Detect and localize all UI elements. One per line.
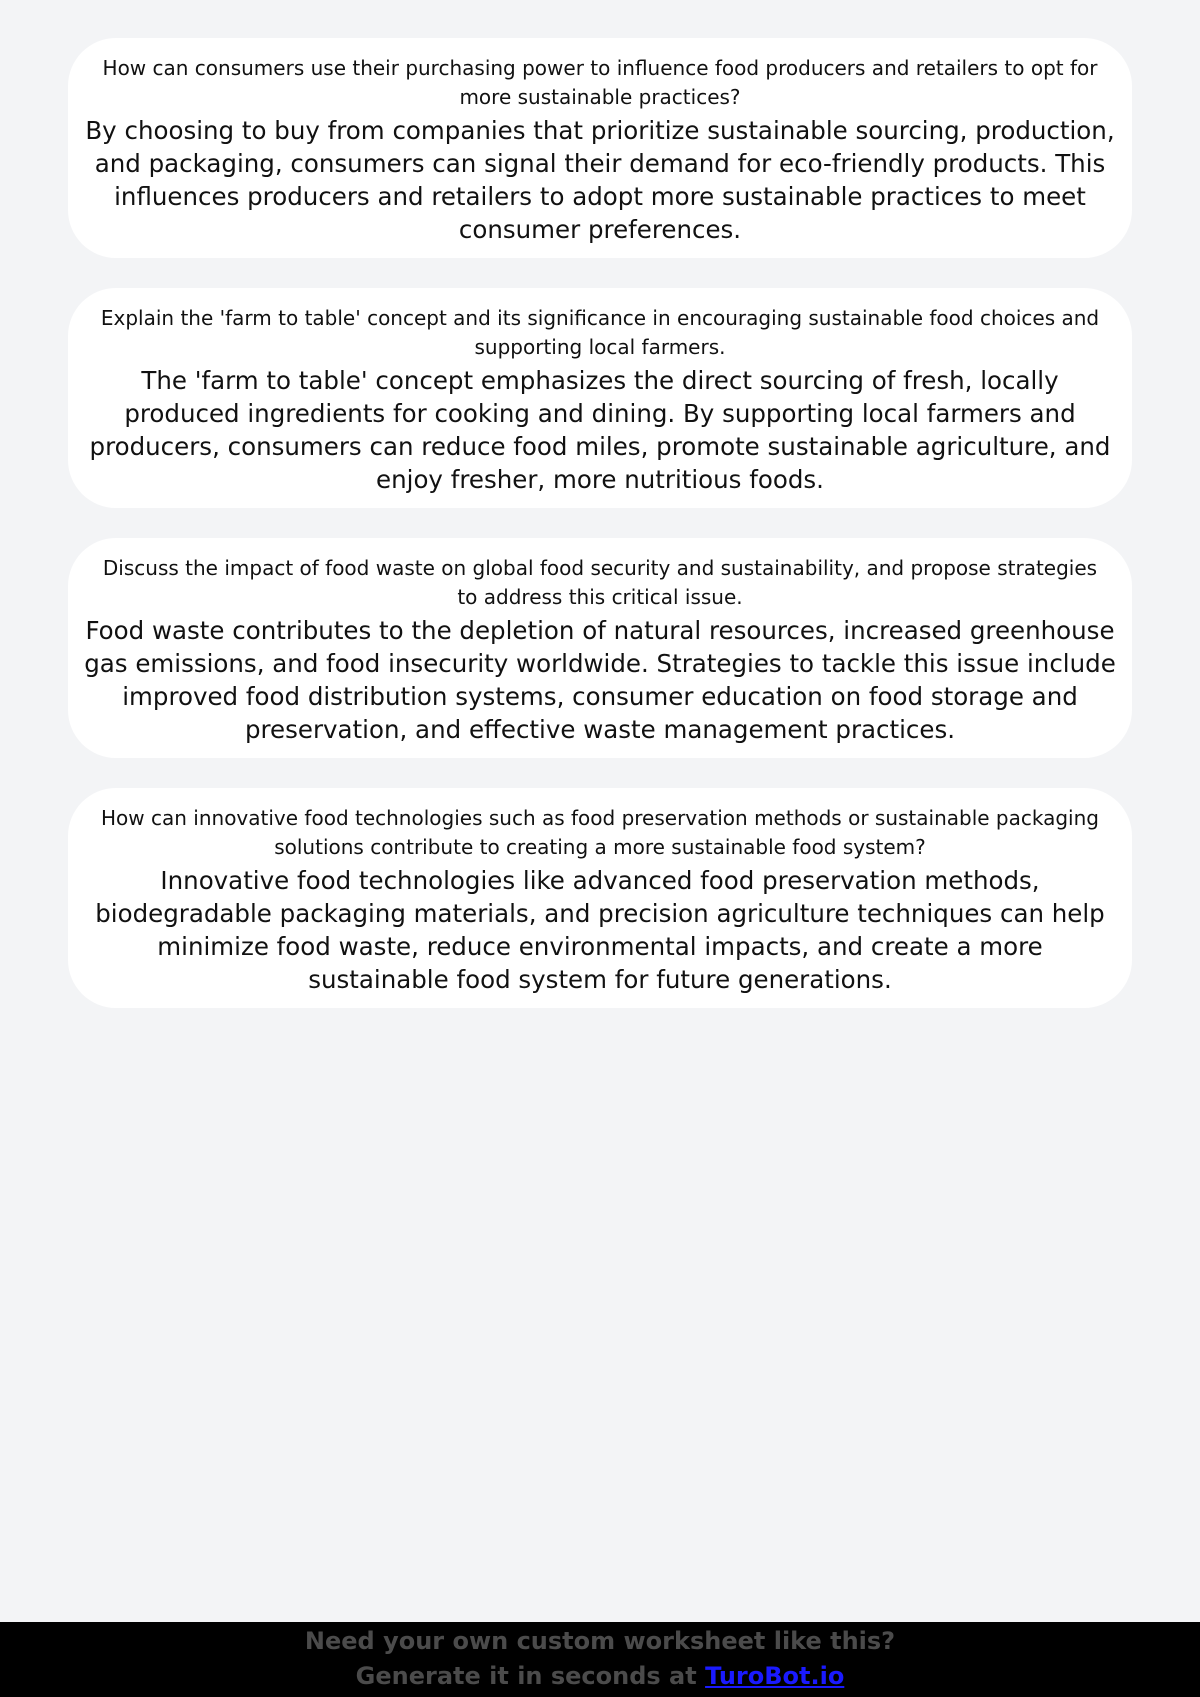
answer-text: The 'farm to table' concept emphasizes the direct sourcing of fresh, locally produced ingredients for cooking and dining. By supporting local farmers and producers, consumers can reduce food miles, promote sustainable agriculture, and enjoy fresher, more nutritious foods. (89, 366, 1111, 494)
question-text: Explain the 'farm to table' concept and its significance in encouraging sustainable food choices and supporting local farmers. (100, 306, 1100, 359)
question-text: How can consumers use their purchasing power to influence food producers and retailers to opt for more sustainable practices? (102, 56, 1098, 109)
question-text: Discuss the impact of food waste on global food security and sustainability, and propose strategies to address this critical issue. (102, 556, 1098, 609)
turobot-link[interactable]: TuroBot.io (705, 1662, 845, 1690)
answer-text: By choosing to buy from companies that prioritize sustainable sourcing, production, and packaging, consumers can signal their demand for eco-friendly products. This influences producers and retailers to adopt more sustainable practices to meet consumer preferences. (85, 116, 1115, 244)
qa-card (68, 538, 1132, 758)
answer-text: Innovative food technologies like advanced food preservation methods, biodegradable packaging materials, and precision agriculture techniques can help minimize food waste, reduce environmental impacts, and create a more sustainable food system for future generations. (95, 866, 1105, 994)
qa-card (68, 288, 1132, 508)
footer-line-2-prefix: Generate it in seconds at (355, 1662, 706, 1690)
footer-line-1: Need your own custom worksheet like this? (304, 1627, 896, 1655)
qa-card-list (68, 38, 1132, 1038)
footer-line-2 (0, 1659, 1200, 1694)
promo-footer (0, 1622, 1200, 1697)
qa-card (68, 788, 1132, 1008)
question-text: How can innovative food technologies such as food preservation methods or sustainable packaging solutions contribute to creating a more sustainable food system? (101, 806, 1099, 859)
qa-card (68, 38, 1132, 258)
answer-text: Food waste contributes to the depletion of natural resources, increased greenhouse gas emissions, and food insecurity worldwide. Strategies to tackle this issue include improved food distribution systems, consumer education on food storage and preservation, and effective waste management practices. (84, 616, 1116, 744)
